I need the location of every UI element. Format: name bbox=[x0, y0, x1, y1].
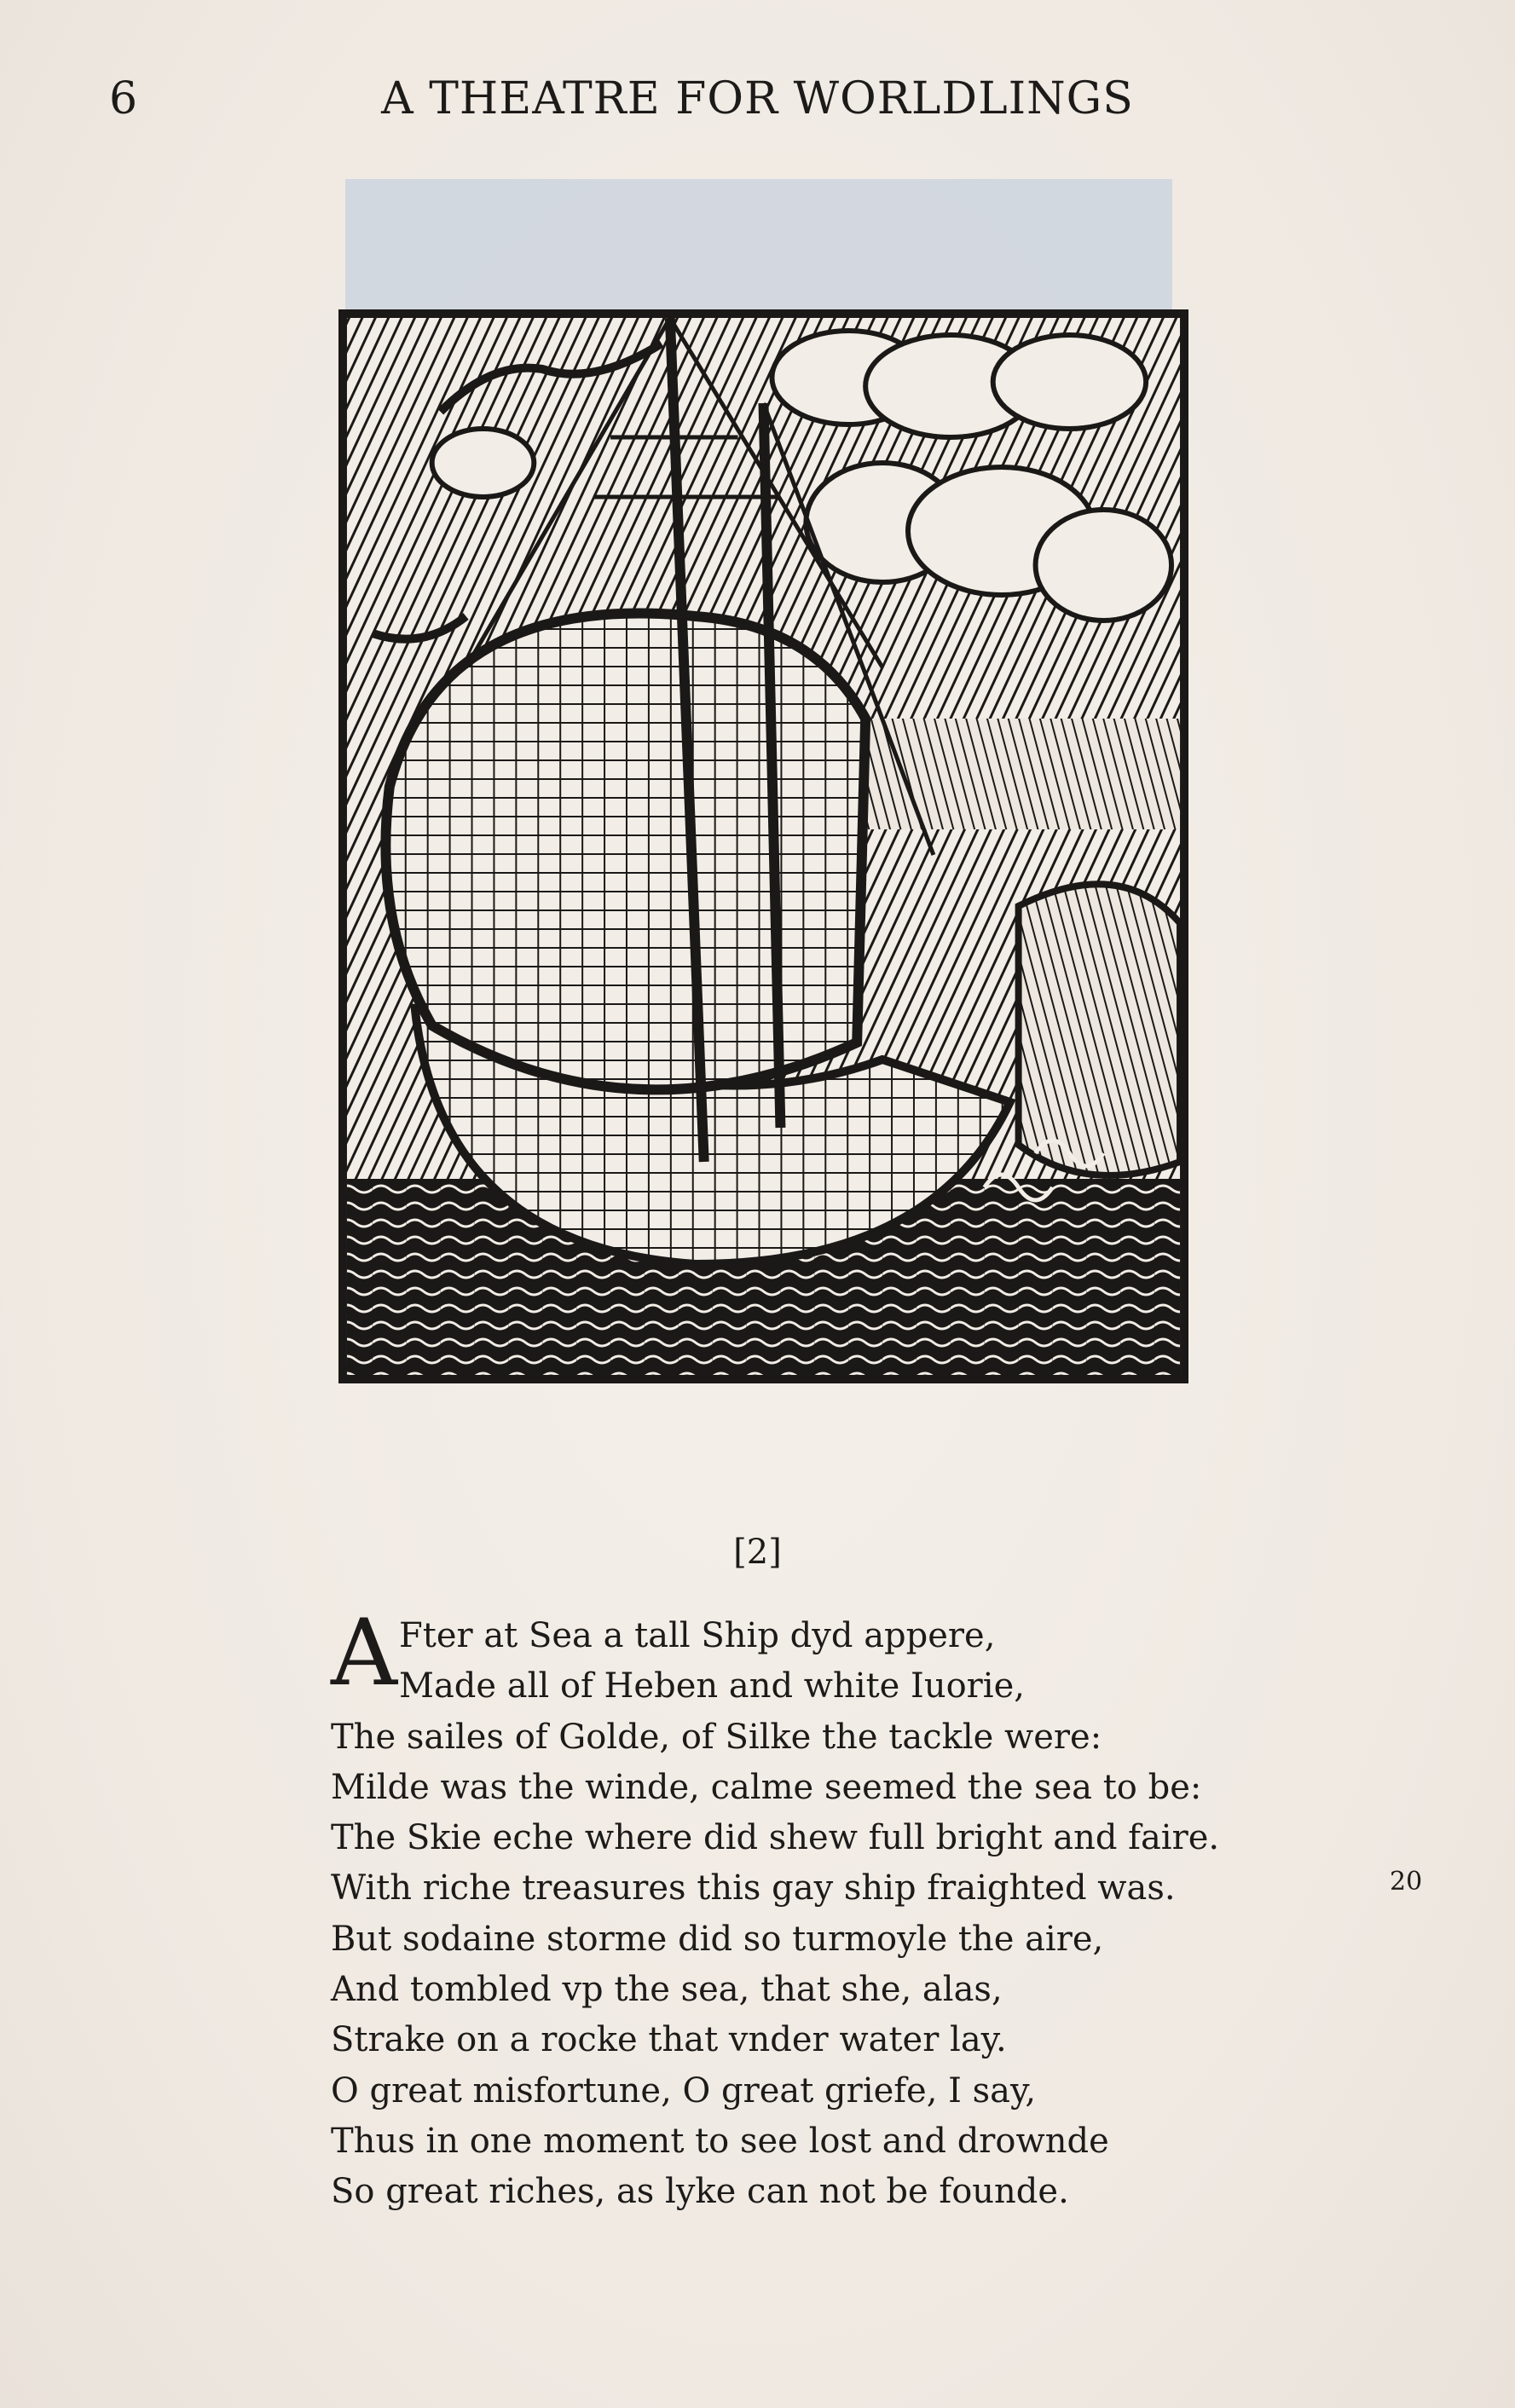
poem-line: Fter at Sea a tall Ship dyd appere, bbox=[399, 1616, 996, 1655]
line-number-marker: 20 bbox=[1390, 1867, 1423, 1897]
woodcut-illustration bbox=[338, 309, 1188, 1383]
running-title: A THEATRE FOR WORLDLINGS bbox=[381, 73, 1134, 124]
poem-line: Milde was the winde, calme seemed the sea to be: bbox=[331, 1767, 1202, 1807]
poem-line: Strake on a rocke that vnder water lay. bbox=[331, 2020, 1007, 2060]
poem-line: So great riches, as lyke can not be founde. bbox=[331, 2172, 1069, 2212]
drop-cap: A bbox=[331, 1600, 397, 1706]
page-number: 6 bbox=[109, 73, 138, 124]
poem-line: Thus in one moment to see lost and drownde bbox=[331, 2121, 1109, 2161]
poem-line: Made all of Heben and white Iuorie, bbox=[399, 1666, 1025, 1706]
poem-line: And tombled vp the sea, that she, alas, bbox=[331, 1970, 1003, 2010]
poem-line: But sodaine storme did so turmoyle the aire, bbox=[331, 1919, 1104, 1959]
poem-line: With riche treasures this gay ship fraighted was. bbox=[331, 1868, 1176, 1908]
poem-line: O great misfortune, O great griefe, I say, bbox=[331, 2070, 1037, 2111]
poem-line: The sailes of Golde, of Silke the tackle were: bbox=[331, 1717, 1102, 1757]
poem-line: The Skie eche where did shew full bright and faire. bbox=[331, 1818, 1220, 1858]
poem-body bbox=[331, 1600, 1220, 2218]
show-through-shadow bbox=[345, 179, 1172, 315]
woodcut-ship-in-storm-icon bbox=[338, 309, 1188, 1383]
poem-number: [2] bbox=[733, 1533, 782, 1572]
